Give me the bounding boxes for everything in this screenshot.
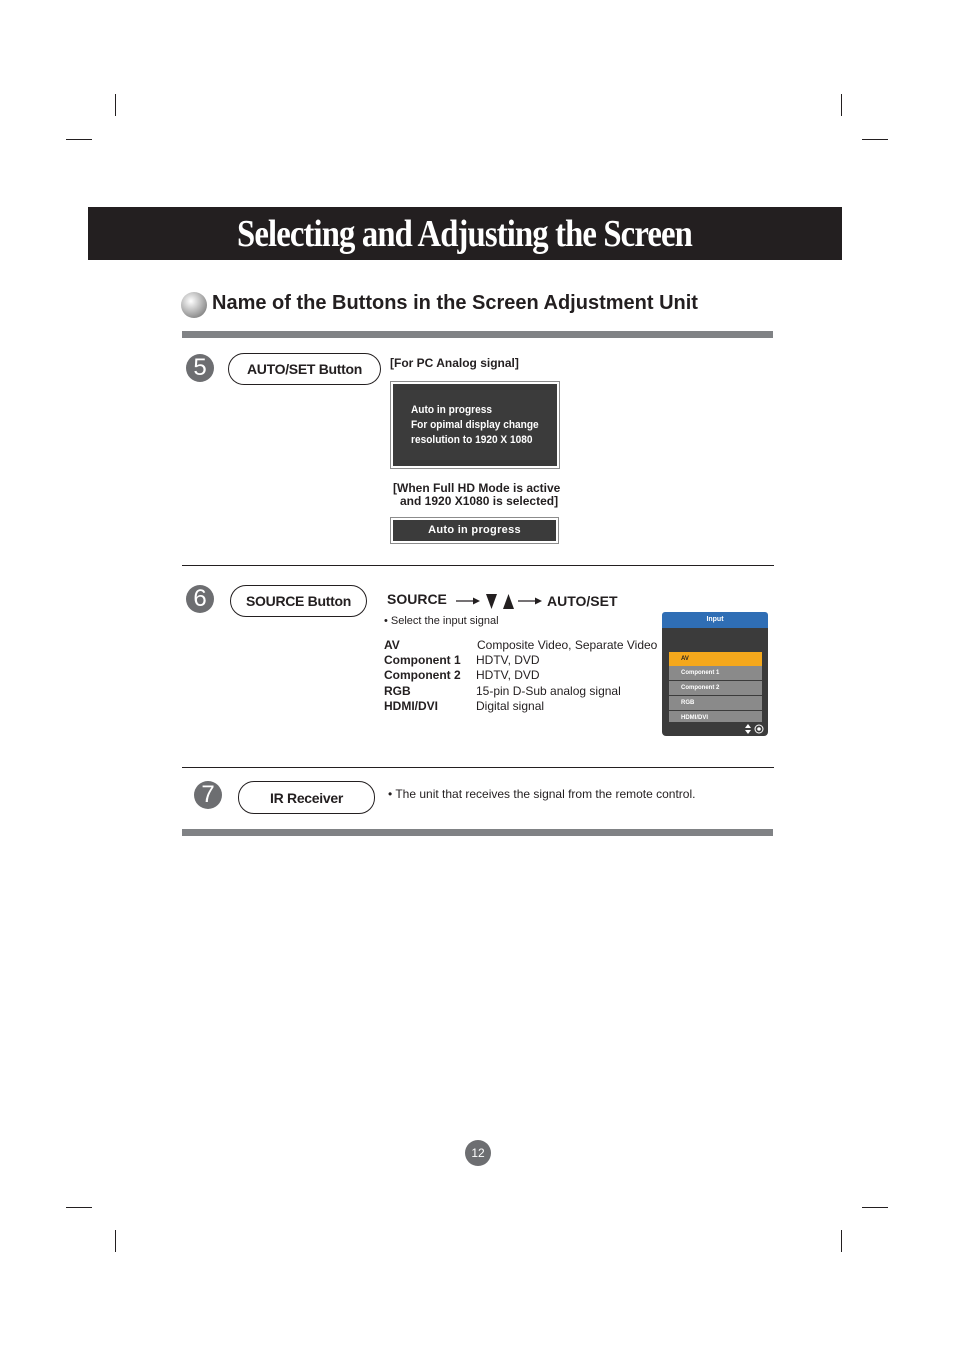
input-label: RGB xyxy=(384,684,411,698)
menu-body xyxy=(662,628,768,730)
page-title: Selecting and Adjusting the Screen xyxy=(237,212,693,255)
input-label: AV xyxy=(384,638,400,652)
osd-line: resolution to 1920 X 1080 xyxy=(411,434,533,446)
item-number-badge: 6 xyxy=(186,585,214,613)
ir-description xyxy=(388,787,695,801)
input-value: HDTV, DVD xyxy=(476,653,540,667)
osd-text: Auto in progress xyxy=(393,520,556,541)
crop-mark xyxy=(841,94,842,116)
caption-line: and 1920 X1080 is selected] xyxy=(400,494,559,508)
input-label: Component 1 xyxy=(384,653,461,667)
section-heading: Name of the Buttons in the Screen Adjustment Unit xyxy=(212,292,698,314)
instruction-text: • Select the input signal xyxy=(384,615,499,627)
crop-mark xyxy=(841,1230,842,1252)
item-number-badge: 5 xyxy=(186,354,214,382)
input-label: HDMI/DVI xyxy=(384,699,438,713)
bottom-divider xyxy=(182,829,773,836)
pc-analog-caption: [For PC Analog signal] xyxy=(390,356,519,370)
input-value: 15-pin D-Sub analog signal xyxy=(476,684,621,698)
title-bar xyxy=(88,207,842,260)
source-button-label: SOURCE Button xyxy=(230,585,367,617)
sequence-source: SOURCE xyxy=(387,591,447,607)
bullet-icon: • xyxy=(388,787,393,801)
ir-receiver-label: IR Receiver xyxy=(238,781,375,814)
menu-item-component1: Component 1 xyxy=(669,666,762,680)
page-number: 12 xyxy=(465,1140,491,1166)
select-target-icon xyxy=(754,724,764,734)
crop-mark xyxy=(66,139,92,140)
menu-item-component2: Component 2 xyxy=(669,681,762,695)
divider xyxy=(182,767,774,768)
ir-description-text: The unit that receives the signal from the remote control. xyxy=(395,787,696,801)
full-hd-osd-message xyxy=(390,517,559,544)
menu-item-rgb: RGB xyxy=(669,696,762,710)
item-number-badge: 7 xyxy=(194,781,222,809)
top-divider xyxy=(182,331,773,338)
right-arrow-icon xyxy=(456,596,480,606)
menu-footer xyxy=(662,722,768,736)
menu-item-hdmi-dvi: HDMI/DVI xyxy=(669,711,762,725)
osd-line: Auto in progress xyxy=(411,404,492,416)
crop-mark xyxy=(66,1207,92,1208)
down-up-triangle-icon xyxy=(486,593,514,610)
input-value: Composite Video, Separate Video xyxy=(477,638,658,652)
pc-analog-osd-message xyxy=(390,381,560,469)
crop-mark xyxy=(115,94,116,116)
input-osd-menu xyxy=(662,612,769,736)
crop-mark xyxy=(862,139,888,140)
divider xyxy=(182,565,774,566)
up-down-arrows-icon xyxy=(744,724,752,734)
osd-line: For opimal display change xyxy=(411,419,539,431)
autoset-button-label: AUTO/SET Button xyxy=(228,353,381,385)
menu-header: Input xyxy=(662,612,768,628)
menu-item-av: AV xyxy=(669,652,762,666)
crop-mark xyxy=(862,1207,888,1208)
input-value: HDTV, DVD xyxy=(476,668,540,682)
input-value: Digital signal xyxy=(476,699,545,713)
input-label: Component 2 xyxy=(384,668,461,682)
caption-line: [When Full HD Mode is active xyxy=(393,481,561,495)
full-hd-caption xyxy=(393,482,560,508)
right-arrow-icon xyxy=(518,596,542,606)
crop-mark xyxy=(115,1230,116,1252)
sequence-autoset: AUTO/SET xyxy=(547,593,618,609)
sphere-bullet-icon xyxy=(181,292,207,318)
